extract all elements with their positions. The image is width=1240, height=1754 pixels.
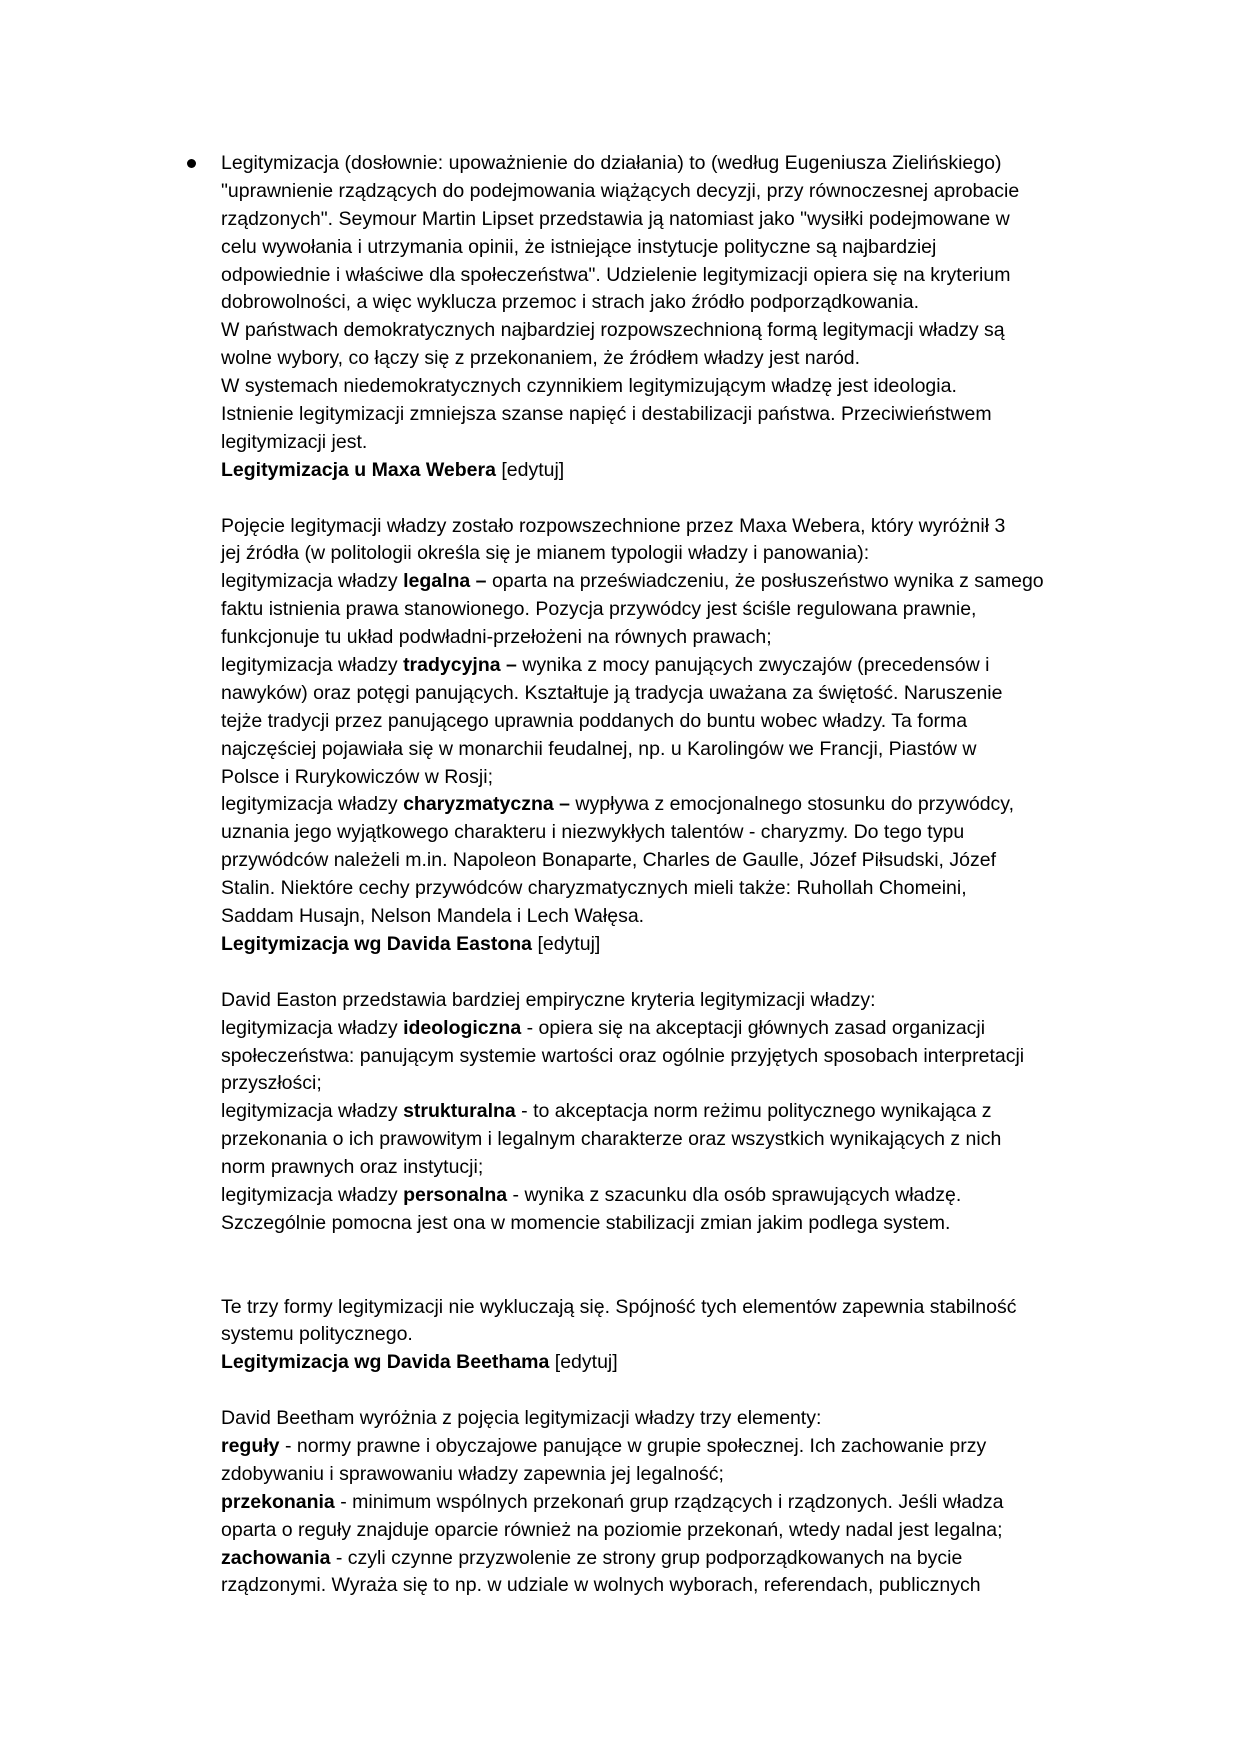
text-run: legitymizacja władzy [221,793,404,816]
weber-trad-line [221,652,1101,680]
easton-summary-line: Te trzy formy legitymizacji nie wykluczają się. Spójność tych elementów zapewnia stabilność [221,1295,1017,1318]
heading-text: Legitymizacja wg Davida Beethama [221,1351,550,1374]
text-run: - czyli czynne przyzwolenie ze strony grup podporządkowanych na bycie [330,1546,963,1569]
intro-line: dobrowolności, a więc wyklucza przemoc i strach jako źródło podporządkowania. [221,291,920,314]
easton-struct-line [221,1098,1101,1126]
easton-line: David Easton przedstawia bardziej empiryczne kryteria legitymizacji władzy: [221,988,876,1011]
edit-link[interactable]: [edytuj] [495,458,565,481]
easton-summary-line: systemu politycznego. [221,1323,413,1346]
easton-line: społeczeństwa: panującym systemie wartości oraz ogólnie przyjętych sposobach interpretacji [221,1044,1025,1067]
intro-line: Istnienie legitymizacji zmniejsza szanse napięć i destabilizacji państwa. Przeciwieństwem [221,403,992,426]
blank-line [221,485,1101,513]
term-przekonania: przekonania [221,1490,335,1513]
weber-line: Polsce i Rurykowiczów w Rosji; [221,765,493,788]
weber-line: Stalin. Niektóre cechy przywódców charyzmatycznych mieli także: Ruhollah Chomeini, [221,877,967,900]
easton-line: przyszłości; [221,1072,322,1095]
text-run: wynika z mocy panujących zwyczajów (precedensów i [516,654,990,677]
term-reguly: reguły [221,1434,280,1457]
weber-line: przywódców należeli m.in. Napoleon Bonaparte, Charles de Gaulle, Józef Piłsudski, Józef [221,849,996,872]
intro-line: W systemach niedemokratycznych czynnikiem legitymizującym władzę jest ideologia. [221,375,957,398]
term-tradycyjna: tradycyjna – [403,654,517,677]
term-charyzmatyczna: charyzmatyczna – [403,793,570,816]
intro-line: legitymizacji jest. [221,430,368,453]
weber-line: Pojęcie legitymacji władzy zostało rozpowszechnione przez Maxa Webera, który wyróżnił 3 [221,514,1006,537]
beetham-line: rządzonymi. Wyraża się to np. w udziale w wolnych wyborach, referendach, publicznych [221,1574,981,1597]
beetham-line: David Beetham wyróżnia z pojęcia legitymizacji władzy trzy elementy: [221,1407,822,1430]
weber-line: najczęściej pojawiała się w monarchii feudalnej, np. u Karolingów we Francji, Piastów w [221,737,977,760]
easton-ideo-line [221,1015,1101,1043]
weber-char-line [221,791,1101,819]
intro-line: celu wywołania i utrzymania opinii, że istniejące instytucje polityczne są najbardziej [221,235,937,258]
easton-line: norm prawnych oraz instytucji; [221,1156,484,1179]
heading-text: Legitymizacja u Maxa Webera [221,458,496,481]
easton-line: przekonania o ich prawowitym i legalnym charakterze oraz wszystkich wynikających z nich [221,1128,1002,1151]
text-run: legitymizacja władzy [221,1183,404,1206]
document-body [221,150,1101,1600]
blank-line [221,959,1101,987]
weber-line: faktu istnienia prawa stanowionego. Pozycja przywódcy jest ściśle regulowana prawnie, [221,598,977,621]
beetham-line: oparta o reguły znajduje oparcie również na poziomie przekonań, wtedy nadal jest legalna; [221,1518,1003,1541]
text-run: oparta na przeświadczeniu, że posłuszeństwo wynika z samego [486,570,1044,593]
bullet-point [187,159,196,168]
beetham-behav-line [221,1545,1101,1573]
text-run: - wynika z szacunku dla osób sprawujących władzę. [507,1183,962,1206]
intro-line: wolne wybory, co łączy się z przekonaniem, że źródłem władzy jest naród. [221,347,861,370]
weber-line: jej źródła (w politologii określa się je mianem typologii władzy i panowania): [221,542,870,565]
section-heading-weber [221,457,1101,485]
intro-line: odpowiednie i właściwe dla społeczeństwa". Udzielenie legitymizacji opiera się na kryterium [221,263,1011,286]
weber-line: Saddam Husajn, Nelson Mandela i Lech Wałęsa. [221,905,645,928]
term-zachowania: zachowania [221,1546,331,1569]
term-ideologiczna: ideologiczna [403,1016,522,1039]
edit-link[interactable]: [edytuj] [549,1351,618,1374]
text-run: legitymizacja władzy [221,654,404,677]
weber-line: uznania jego wyjątkowego charakteru i niezwykłych talentów - charyzmy. Do tego typu [221,821,965,844]
text-run: - normy prawne i obyczajowe panujące w grupie społecznej. Ich zachowanie przy [279,1434,987,1457]
term-strukturalna: strukturalna [403,1100,516,1123]
beetham-rules-line [221,1433,1101,1461]
beetham-beliefs-line [221,1489,1101,1517]
intro-line: W państwach demokratycznych najbardziej rozpowszechnioną formą legitymacji władzy są [221,319,1005,342]
intro-line: Legitymizacja (dosłownie: upoważnienie do działania) to (według Eugeniusza Zielińskiego) [221,152,1002,174]
heading-text: Legitymizacja wg Davida Eastona [221,932,533,955]
text-run: legitymizacja władzy [221,570,404,593]
intro-line: rządzonych". Seymour Martin Lipset przedstawia ją natomiast jako "wysiłki podejmowane w [221,207,1010,230]
text-run: - to akceptacja norm reżimu politycznego wynikająca z [515,1100,992,1123]
text-run: wypływa z emocjonalnego stosunku do przywódcy, [569,793,1015,816]
weber-line: funkcjonuje tu układ podwładni-przełożeni na równych prawach; [221,626,772,649]
text-run: - minimum wspólnych przekonań grup rządzących i rządzonych. Jeśli władza [334,1490,1004,1513]
weber-legal-line [221,568,1101,596]
easton-pers-line [221,1182,1101,1210]
weber-line: tejże tradycji przez panującego uprawnia poddanych do buntu wobec władzy. Ta forma [221,709,968,732]
section-heading-easton [221,931,1101,959]
weber-line: nawyków) oraz potęgi panujących. Kształtuje ją tradycja uważana za świętość. Naruszenie [221,681,1003,704]
blank-line [221,1377,1101,1405]
section-heading-beetham [221,1349,1101,1377]
easton-line: Szczególnie pomocna jest ona w momencie stabilizacji zmian jakim podlega system. [221,1211,951,1234]
term-legal: legalna – [403,570,487,593]
text-run: - opiera się na akceptacji głównych zasad organizacji [521,1016,986,1039]
blank-line [221,1266,1101,1294]
term-personalna: personalna [403,1183,508,1206]
edit-link[interactable]: [edytuj] [532,932,601,955]
beetham-line: zdobywaniu i sprawowaniu władzy zapewnia jej legalność; [221,1462,724,1485]
text-run: legitymizacja władzy [221,1016,404,1039]
blank-line [221,1238,1101,1266]
intro-line: "uprawnienie rządzących do podejmowania wiążących decyzji, przy równoczesnej aprobacie [221,179,1020,202]
text-run: legitymizacja władzy [221,1100,404,1123]
